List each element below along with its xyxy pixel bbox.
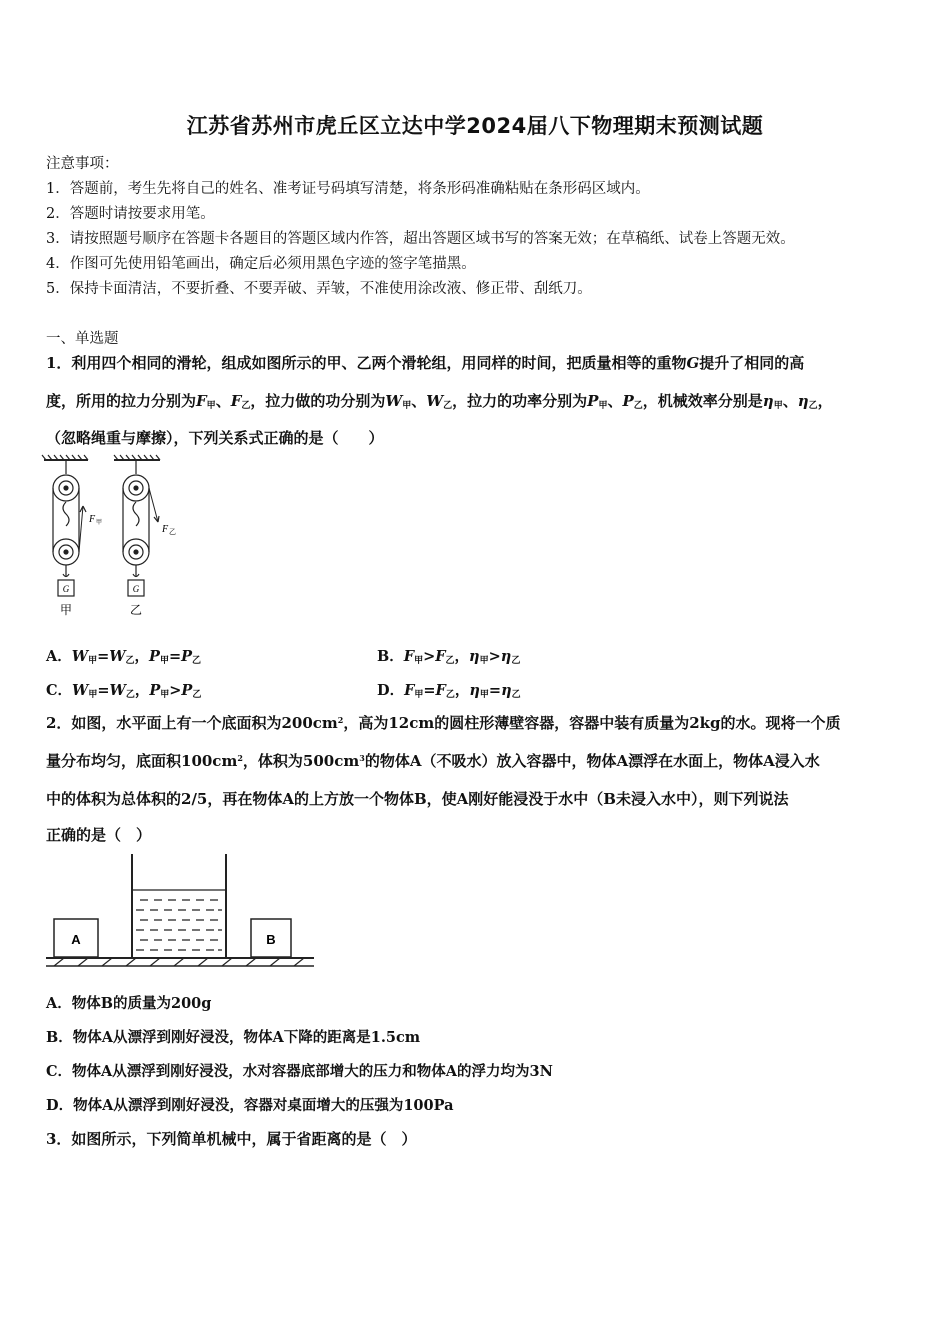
pulley-yi [114, 455, 160, 596]
force-sub-yi: 乙 [169, 528, 176, 536]
q1-option-c: C．$W_甲=W_乙$，$P_甲>P_乙$ [46, 682, 202, 700]
q3-line-1: 3．如图所示，下列简单机械中，属于省距离的是（ ） [46, 1130, 417, 1148]
pulley-figure [38, 452, 188, 622]
force-label-yi: F [162, 524, 169, 535]
container-figure [44, 852, 316, 974]
q2-line-1: 2．如图，水平面上有一个底面积为$200cm^2$，高为12cm的圆柱形薄壁容器，容器中装有质量为2kg的水。现将一个质 [46, 714, 841, 732]
notice-heading: 注意事项： [46, 156, 119, 172]
q1-line-1: 1．利用四个相同的滑轮，组成如图所示的甲、乙两个滑轮组，用同样的时间，把质量相等的重物G提升了相同的高 [46, 354, 805, 372]
q1-option-a: A．$W_甲=W_乙$，$P_甲=P_乙$ [46, 648, 202, 666]
label-yi: 乙 [129, 603, 143, 617]
g-label-jia: G [62, 584, 70, 594]
q1-option-d: D．$F_甲=F_乙$，$\eta_甲=\eta_乙$ [377, 682, 521, 700]
q1-option-b: B．$F_甲>F_乙$，$\eta_甲>\eta_乙$ [377, 648, 521, 666]
section-heading: 一、单选题 [46, 331, 119, 347]
pulley-jia [42, 455, 88, 596]
block-b-label: B [266, 932, 276, 947]
label-jia: 甲 [59, 603, 73, 617]
notice-item-4: 4．作图可先使用铅笔画出，确定后必须用黑色字迹的签字笔描黑。 [46, 256, 476, 272]
q2-line-2: 量分布均匀，底面积$100cm^2$，体积为$500cm^3$的物体A（不吸水）放入容器中，物体A漂浮在水面上，物体A浸入水 [46, 752, 820, 770]
q2-option-d: D．物体A从漂浮到刚好浸没，容器对桌面增大的压强为100Pa [46, 1097, 454, 1114]
block-a-label: A [71, 932, 81, 947]
water-dashes [136, 900, 222, 950]
notice-item-1: 1．答题前，考生先将自己的姓名、准考证号码填写清楚，将条形码准确粘贴在条形码区域内。 [46, 181, 650, 197]
notice-item-5: 5．保持卡面清洁，不要折叠、不要弄破、弄皱，不准使用涂改液、修正带、刮纸刀。 [46, 281, 592, 297]
force-label-jia: F [89, 514, 96, 525]
q2-option-c: C．物体A从漂浮到刚好浸没，水对容器底部增大的压力和物体A的浮力均为3N [46, 1063, 553, 1080]
q2-option-b: B．物体A从漂浮到刚好浸没，物体A下降的距离是1.5cm [46, 1029, 421, 1046]
q2-line-3: 中的体积为总体积的2/5，再在物体A的上方放一个物体B，使A刚好能浸没于水中（B未浸入水中），则下列说法 [46, 790, 789, 808]
q1-line-3: （忽略绳重与摩擦），下列关系式正确的是（ ） [46, 429, 384, 447]
q2-option-a: A．物体B的质量为200g [46, 995, 212, 1012]
page-title: 江苏省苏州市虎丘区立达中学2024届八下物理期末预测试题 [186, 114, 764, 138]
g-label-yi: G [132, 584, 140, 594]
notice-item-3: 3．请按照题号顺序在答题卡各题目的答题区域内作答，超出答题区域书写的答案无效；在草稿纸、试卷上答题无效。 [46, 231, 795, 247]
notice-item-2: 2．答题时请按要求用笔。 [46, 206, 215, 222]
q1-line-2: 度，所用的拉力分别为$F_甲$、$F_乙$，拉力做的功分别为$W_甲$、$W_乙$，拉力的功率分别为$P_甲$、$P_乙$，机械效率分别是$\eta_甲$、$\eta_乙$， [46, 392, 833, 411]
q2-line-4: 正确的是（ ） [46, 826, 152, 844]
force-sub-jia: 甲 [96, 520, 103, 526]
